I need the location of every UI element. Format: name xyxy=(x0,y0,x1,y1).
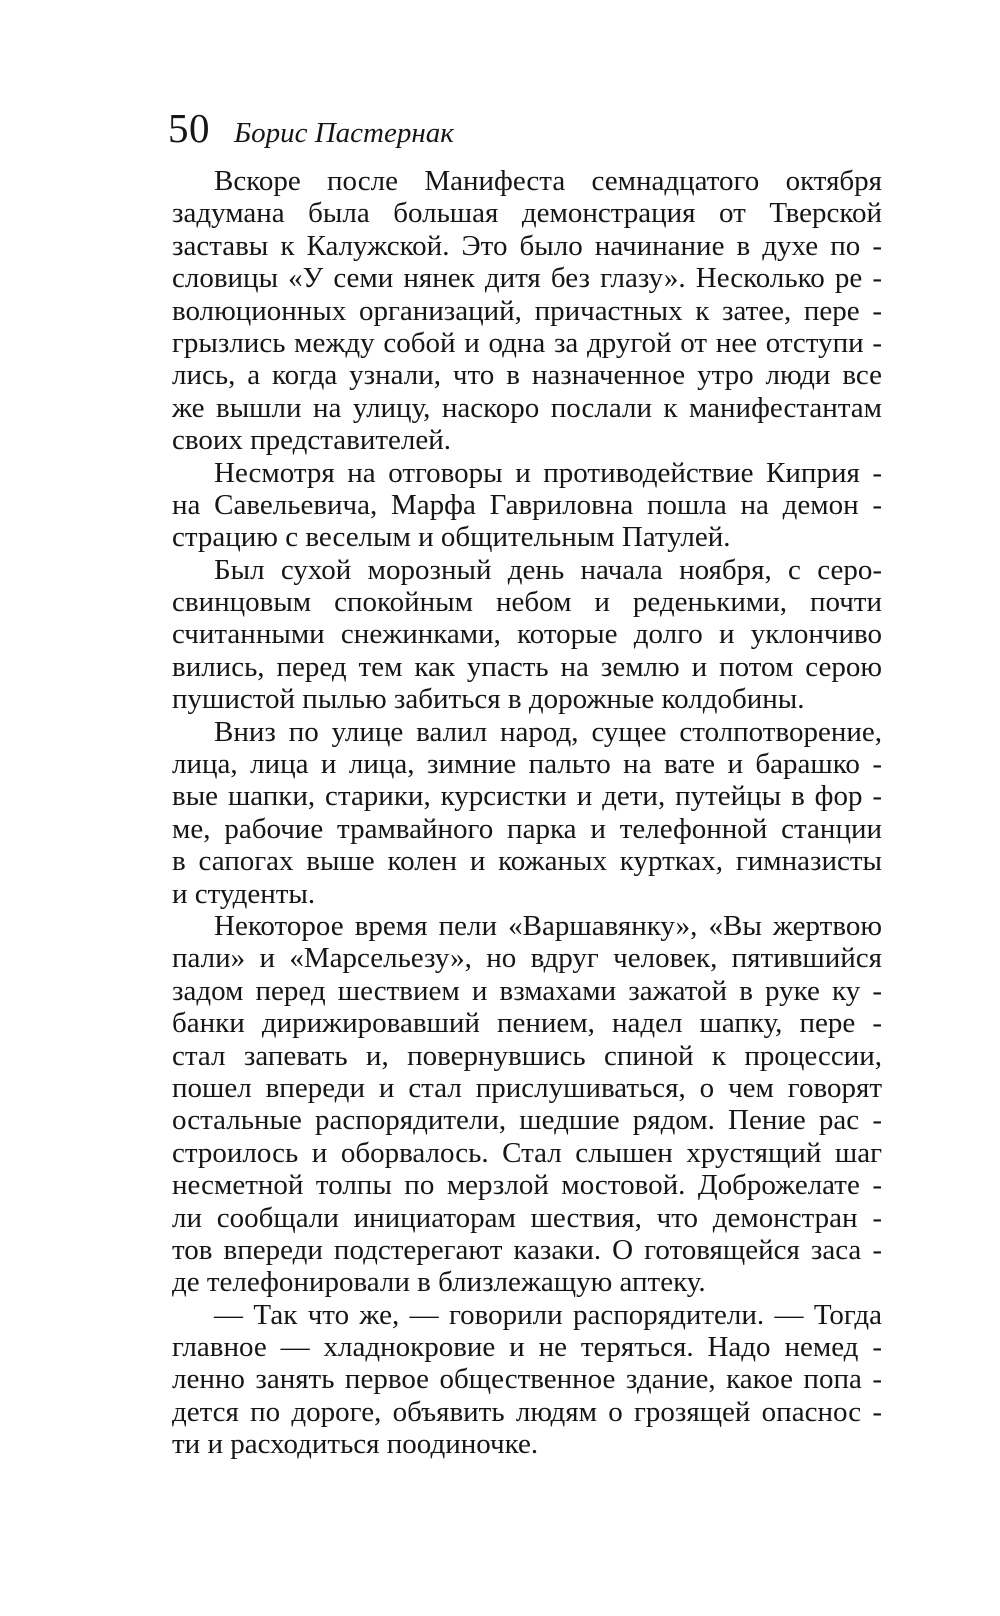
body-text xyxy=(172,165,882,1461)
paragraph-3 xyxy=(172,554,882,716)
paragraph-6 xyxy=(172,1299,882,1461)
text-line: де телефонировали в близлежащую аптеку. xyxy=(172,1266,706,1299)
text-line: Вскоре после Манифеста семнадцатого октября xyxy=(214,165,882,197)
text-line: страцию с веселым и общительным Патулей. xyxy=(172,521,731,554)
text-line: же вышли на улицу, наскоро послали к манифестантам xyxy=(172,391,882,424)
text-line: лица, лица и лица, зимние пальто на вате и барашко - xyxy=(172,748,882,781)
text-line: несметной толпы по мерзлой мостовой. Доброжелате - xyxy=(172,1169,882,1202)
text-line: ли сообщали инициаторам шествия, что демонстран - xyxy=(172,1201,882,1234)
text-line: вились, перед тем как упасть на землю и потом серою xyxy=(172,650,882,683)
text-line: тов впереди подстерегают казаки. О готовящейся заса - xyxy=(172,1233,882,1266)
text-line: строилось и оборвалось. Стал слышен хрустящий шаг xyxy=(172,1136,882,1169)
text-line: Некоторое время пели «Варшавянку», «Вы жертвою xyxy=(214,909,882,942)
text-line: ти и расходиться поодиночке. xyxy=(172,1428,539,1461)
text-line: банки дирижировавший пением, надел шапку, пере - xyxy=(172,1007,882,1040)
text-line: и студенты. xyxy=(172,877,316,910)
text-line: свинцовым спокойным небом и реденькими, почти xyxy=(172,586,882,619)
text-line: заставы к Калужской. Это было начинание в духе по - xyxy=(172,229,882,262)
text-line: ме, рабочие трамвайного парка и телефонной станции xyxy=(172,812,882,845)
text-line: стал запевать и, повернувшись спиной к процессии, xyxy=(172,1039,882,1072)
paragraph-1 xyxy=(172,165,882,457)
text-line: дется по дороге, объявить людям о грозящей опаснос - xyxy=(172,1395,882,1428)
paragraph-2 xyxy=(172,457,882,554)
text-line: лись, а когда узнали, что в назначенное утро люди все xyxy=(172,359,882,392)
paragraph-5 xyxy=(172,910,882,1299)
text-line: — Так что же, — говорили распорядители. — Тогда xyxy=(214,1298,882,1331)
text-line: остальные распорядители, шедшие рядом. Пение рас - xyxy=(172,1104,882,1137)
running-head xyxy=(168,104,454,152)
text-line: своих представителей. xyxy=(172,424,452,457)
text-line: в сапогах выше колен и кожаных куртках, гимназисты xyxy=(172,845,882,878)
text-line: волюционных организаций, причастных к затее, пере - xyxy=(172,294,882,327)
text-line: пали» и «Марсельезу», но вдруг человек, пятившийся xyxy=(172,942,882,975)
text-line: главное — хладнокровие и не теряться. Надо немед - xyxy=(172,1331,882,1364)
paragraph-4 xyxy=(172,716,882,910)
text-line: задом перед шествием и взмахами зажатой в руке ку - xyxy=(172,974,882,1007)
text-line: Был сухой морозный день начала ноября, с серо- xyxy=(214,553,882,586)
text-line: на Савельевича, Марфа Гавриловна пошла на демон - xyxy=(172,488,882,521)
text-line: ленно занять первое общественное здание, какое попа - xyxy=(172,1363,882,1396)
text-line: словицы «У семи нянек дитя без глазу». Несколько ре - xyxy=(172,262,882,295)
text-line: задумана была большая демонстрация от Тверской xyxy=(172,197,882,230)
text-line: пушистой пылью забиться в дорожные колдобины. xyxy=(172,683,805,716)
text-line: Вниз по улице валил народ, сущее столпотворение, xyxy=(214,715,882,748)
page-number: 50 xyxy=(168,105,210,151)
text-line: считанными снежинками, которые долго и уклончиво xyxy=(172,618,882,651)
text-line: Несмотря на отговоры и противодействие Киприя - xyxy=(214,456,882,489)
text-line: вые шапки, старики, курсистки и дети, путейцы в фор - xyxy=(172,780,882,813)
text-line: грызлись между собой и одна за другой от нее отступи - xyxy=(172,326,882,359)
text-line: пошел впереди и стал прислушиваться, о чем говорят xyxy=(172,1071,882,1104)
author-name: Борис Пастернак xyxy=(234,117,454,149)
